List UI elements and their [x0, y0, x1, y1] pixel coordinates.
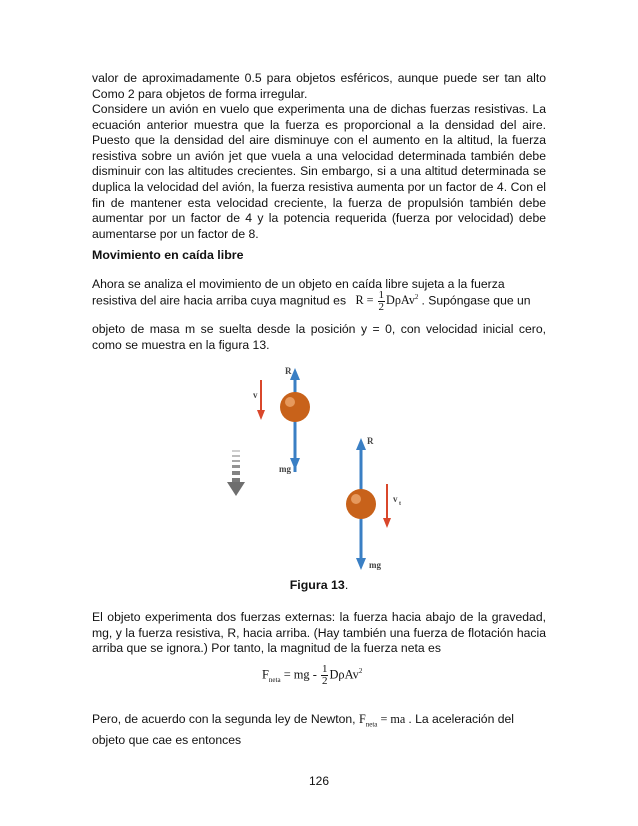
velocity-arrowhead-v — [257, 410, 265, 420]
label-vt: v — [393, 494, 398, 504]
falling-object-figure — [227, 360, 411, 574]
eq2-num: 1 — [321, 663, 328, 675]
newton-pre: Pero, de acuerdo con la segunda ley de Newton, — [92, 712, 356, 726]
caida-line-2 — [92, 290, 546, 313]
eq2-fraction — [321, 664, 329, 687]
newton-line-2: objeto que cae es entonces — [92, 733, 242, 747]
ball-highlight-2 — [351, 494, 361, 504]
intro-paragraph: valor de aproximadamente 0.5 para objetos esféricos, aunque puede ser tan alto Como 2 para objetos de forma irregular. — [92, 71, 546, 101]
label-mg2: mg — [369, 560, 381, 570]
falling-ball-1 — [280, 392, 310, 422]
caida-eq-rhs: DρAv — [386, 293, 415, 308]
caida-eq-exp: 2 — [414, 293, 419, 302]
upward-force-arrowhead-2 — [356, 438, 366, 450]
downward-force-arrowhead-1 — [290, 458, 300, 470]
figure-caption — [0, 578, 638, 592]
eq2-den: 2 — [321, 675, 328, 687]
caida-eq-den: 2 — [378, 301, 385, 313]
downward-force-arrowhead-2 — [356, 558, 366, 570]
eq2-F: F — [262, 667, 269, 682]
page-number: 126 — [308, 774, 330, 788]
eq2-mid: = mg - — [283, 667, 317, 682]
fuerzas-paragraph: El objeto experimenta dos fuerzas externas: la fuerza hacia abajo de la gravedad, mg, y la fuerza resistiva, R, hacia arriba. (Hay también una fuerza de flotación hacia arriba que se ignora.) Por tanto, la magnitud de la fuerza neta es — [92, 610, 546, 656]
velocity-arrowhead-vt — [383, 518, 391, 528]
newton-post: . La aceleración del — [408, 712, 515, 726]
avion-paragraph: Considere un avión en vuelo que experimenta una de dichas fuerzas resistivas. La ecuación anterior muestra que la fuerza es proporcional a la densidad del aire. Puesto que la densidad del aire disminuye con el aumento en la altitud, la fuerza resistiva sobre un avión jet que vuela a una velocidad determinada también debe disminuir con las altitudes crecientes. Sin embargo, si a una altitud determinada se duplica la velocidad del avión, la fuerza resistiva aumenta por un factor de 4. Con el fin de mantener esta velocidad creciente, la fuerza de propulsión también debe aumentar por un factor de 4 y la potencia requerida (fuerza por velocidad) debe aumentarse por un factor de 8. — [92, 102, 546, 241]
newton-F: F — [358, 712, 366, 726]
caida-line-1: Ahora se analiza el movimiento de un objeto en caída libre sujeta a la fuerza — [92, 277, 505, 291]
label-R1: R — [285, 366, 292, 376]
caida-eq-num: 1 — [378, 289, 385, 301]
eq2-rhs: DρAv — [329, 667, 359, 682]
falling-ball-2 — [346, 489, 376, 519]
label-R2: R — [367, 436, 374, 446]
caida-line-2-post: . Supóngase que un — [421, 293, 531, 308]
newton-sub: neta — [365, 720, 378, 729]
caida-line-2-pre: resistiva del aire hacia arriba cuya magnitud es — [92, 293, 347, 308]
newton-line-1 — [92, 712, 546, 733]
caption-label: Figura 13 — [289, 578, 345, 592]
caption-dot: . — [344, 578, 349, 592]
upward-force-arrowhead-1 — [290, 368, 300, 380]
caida-eq-lhs: R = — [355, 293, 374, 308]
net-force-equation — [262, 664, 362, 687]
motion-direction-arrow — [227, 450, 245, 496]
label-v: v — [253, 390, 258, 400]
caida-eq-fraction — [378, 290, 386, 313]
eq2-sub: neta — [268, 675, 281, 684]
section-heading: Movimiento en caída libre — [92, 248, 244, 262]
label-vt-sub: t — [399, 501, 401, 507]
caida-rest: objeto de masa m se suelta desde la posición y = 0, con velocidad inicial cero, como se muestra en la figura 13. — [92, 322, 546, 352]
ball-highlight-1 — [285, 397, 295, 407]
newton-eq: = ma — [380, 712, 406, 726]
label-mg1: mg — [279, 464, 291, 474]
newton-equation — [358, 712, 408, 729]
eq2-exp: 2 — [358, 667, 363, 676]
caida-equation — [355, 289, 421, 313]
